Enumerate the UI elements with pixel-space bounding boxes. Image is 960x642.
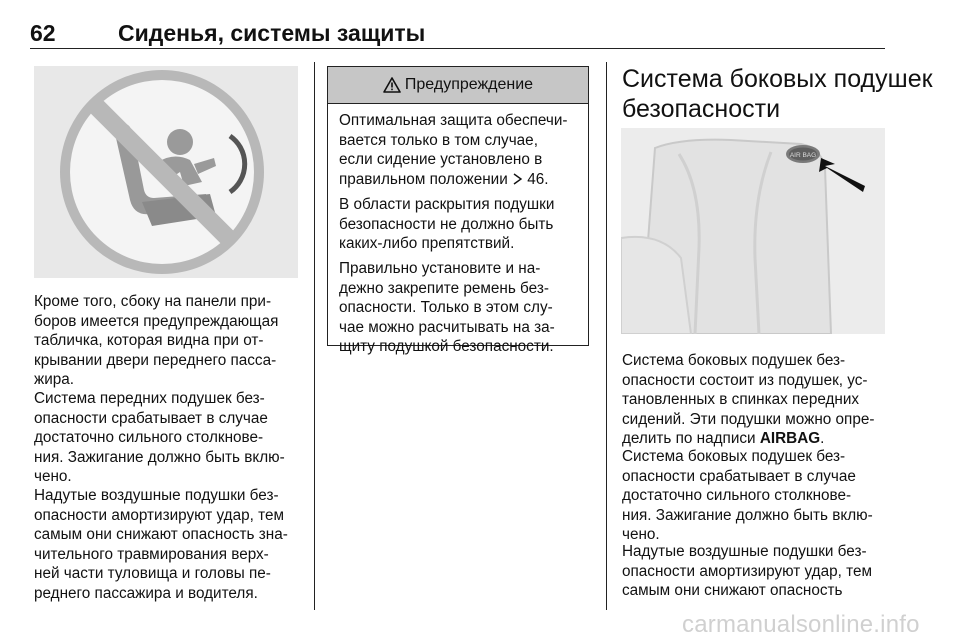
header-divider	[30, 48, 885, 49]
airbag-label-text: AIRBAG	[759, 430, 821, 448]
paragraph-side-airbag-system	[622, 351, 874, 449]
warning-paragraph-obstacles: В области раскрытия подушки безопасности не должно быть каких-либо препятствий.	[339, 196, 555, 253]
paragraph-inflated-airbags: Надутые воздушные подушки без- опасности амортизируют удар, тем самым они снижают опасность зна- чительного травмирования верх- ней части туловища и головы пе- реднего пассажира и водителя.	[34, 487, 288, 602]
no-rear-facing-child-seat-icon	[34, 66, 298, 278]
warning-header	[328, 67, 588, 104]
warning-title: Предупреждение	[404, 76, 534, 93]
child-seat-prohibition-figure	[34, 66, 298, 278]
text-period: .	[820, 430, 825, 448]
warning-text-seat-position: Оптимальная защита обеспечи- вается только в том случае, если сидение установлено в правильном положении	[339, 112, 568, 188]
paragraph-front-airbag-activation: Система передних подушек без- опасности срабатывает в случае достаточно сильного столкнове- ния. Зажигание должно быть вклю- чено.	[34, 390, 285, 486]
section-title-side-airbags: Система боковых подушек безопасности	[622, 65, 933, 123]
watermark: carmanualsonline.info	[682, 611, 920, 638]
column-divider-right	[606, 62, 607, 610]
page-reference-icon	[512, 173, 523, 185]
paragraph-side-airbag-activation: Система боковых подушек без- опасности срабатывает в случае достаточно сильного столкнове- ния. Зажигание должно быть вклю- чено.	[622, 448, 873, 544]
seat-airbag-label-figure	[621, 128, 885, 334]
warning-box	[327, 66, 589, 356]
page-reference-link-46[interactable]: 46.	[527, 170, 549, 188]
column-divider-left	[314, 62, 315, 610]
text-side-airbag-system: Система боковых подушек без- опасности состоит из подушек, ус- тановленных в спинках передних сидений. Эти подушки можно опре- делить по надписи	[622, 352, 875, 448]
seat-backrest-illustration	[621, 128, 885, 334]
airbag-seat-label: AIR BAG	[789, 152, 817, 159]
warning-paragraph-seat-belt: Правильно установите и на- дежно закрепите ремень без- опасности. Только в этом слу- чае можно расчитывать на за- щиту подушкой безопасности.	[339, 260, 555, 356]
paragraph-warning-label-location: Кроме того, сбоку на панели при- боров имеется предупреждающая табличка, которая видна при от- крывании двери переднего пасса- жира.	[34, 293, 279, 389]
warning-paragraph-seat-position	[339, 111, 568, 189]
warning-triangle-icon	[383, 77, 401, 93]
paragraph-side-inflated-airbags: Надутые воздушные подушки без- опасности амортизируют удар, тем самым они снижают опасность	[622, 543, 872, 600]
page-number: 62	[30, 20, 56, 46]
page-title: Сиденья, системы защиты	[118, 20, 426, 46]
